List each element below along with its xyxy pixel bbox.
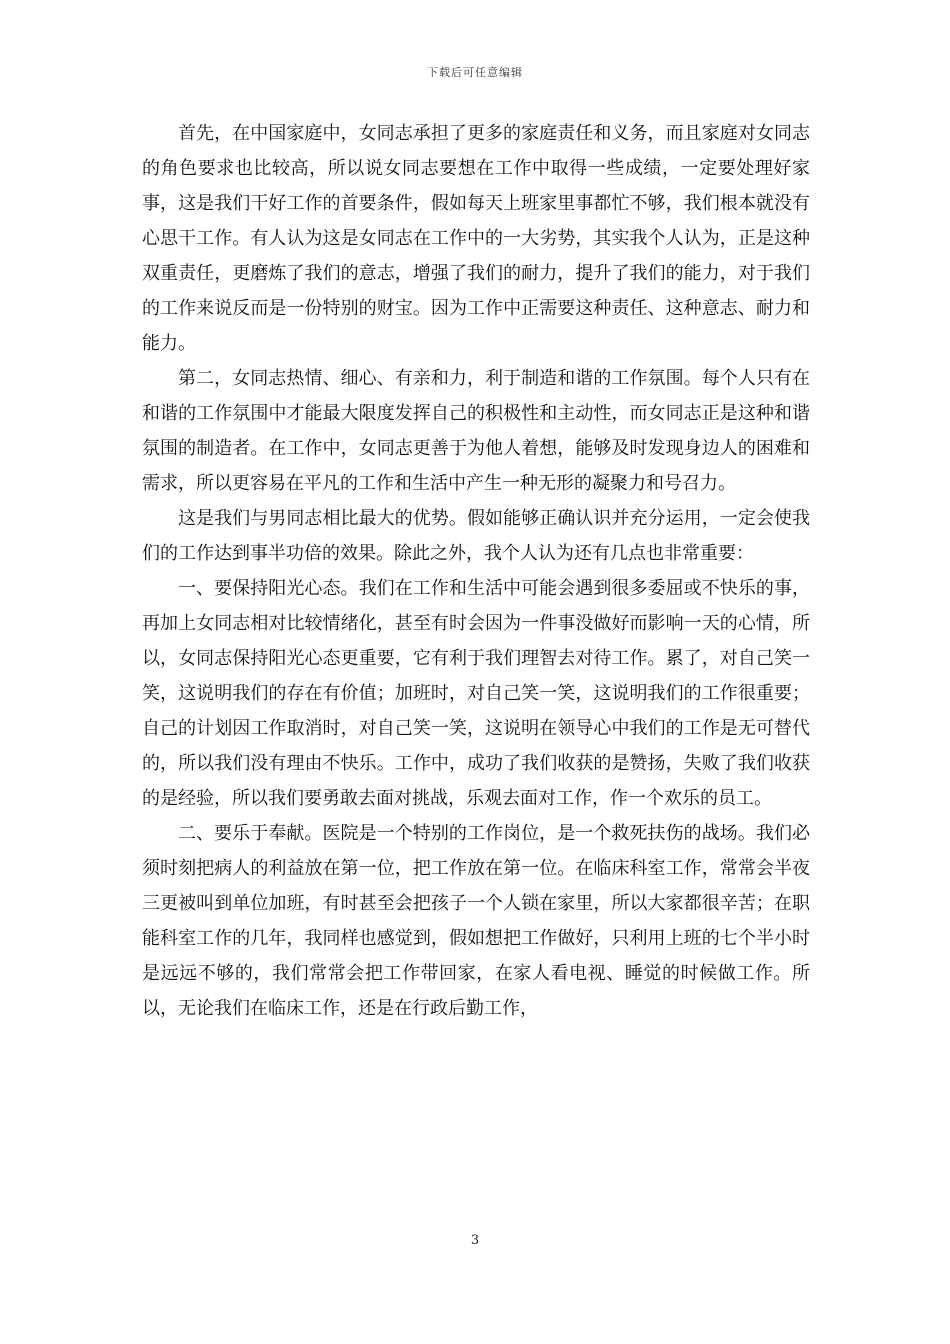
page-number: 3 bbox=[470, 1233, 480, 1248]
paragraph-family-responsibility: 首先，在中国家庭中，女同志承担了更多的家庭责任和义务，而且家庭对女同志的角色要求也比较高，所以说女同志要想在工作中取得一些成绩，一定要处理好家事，这是我们干好工作的首要条件，假如每天上班家里事都忙不够，我们根本就没有心思干工作。有人认为这是女同志在工作中的一大劣势，其实我个人认为，正是这种双重责任，更磨炼了我们的意志，增强了我们的耐力，提升了我们的能力，对于我们的工作来说反而是一份特别的财宝。因为工作中正需要这种责任、这种意志、耐力和能力。 bbox=[142, 123, 810, 354]
page-header: 下载后可任意编辑 bbox=[427, 66, 523, 79]
paragraph-harmonious-atmosphere: 第二，女同志热情、细心、有亲和力，利于制造和谐的工作氛围。每个人只有在和谐的工作氛围中才能最大限度发挥自己的积极性和主动性，而女同志正是这种和谐氛围的制造者。在工作中，女同志更善于为他人着想，能够及时发现身边人的困难和需求，所以更容易在平凡的工作和生活中产生一种无形的凝聚力和号召力。 bbox=[142, 368, 810, 494]
paragraph-advantage: 这是我们与男同志相比最大的优势。假如能够正确认识并充分运用，一定会使我们的工作达到事半功倍的效果。除此之外，我个人认为还有几点也非常重要： bbox=[142, 508, 810, 564]
paragraph-dedication: 二、要乐于奉献。医院是一个特别的工作岗位，是一个救死扶伤的战场。我们必须时刻把病人的利益放在第一位，把工作放在第一位。在临床科室工作，常常会半夜三更被叫到单位加班，有时甚至会把孩子一个人锁在家里，所以大家都很辛苦；在职能科室工作的几年，我同样也感觉到，假如想把工作做好，只利用上班的七个半小时是远远不够的，我们常常会把工作带回家，在家人看电视、睡觉的时候做工作。所以，无论我们在临床工作，还是在行政后勤工作， bbox=[142, 823, 810, 1019]
paragraph-sunny-attitude: 一、要保持阳光心态。我们在工作和生活中可能会遇到很多委屈或不快乐的事，再加上女同志相对比较情绪化，甚至有时会因为一件事没做好而影响一天的心情，所以，女同志保持阳光心态更重要，它有利于我们理智去对待工作。累了，对自己笑一笑，这说明我们的存在有价值；加班时，对自己笑一笑，这说明我们的工作很重要；自己的计划因工作取消时，对自己笑一笑，这说明在领导心中我们的工作是无可替代的，所以我们没有理由不快乐。工作中，成功了我们收获的是赞扬，失败了我们收获的是经验，所以我们要勇敢去面对挑战，乐观去面对工作，作一个欢乐的员工。 bbox=[142, 578, 810, 809]
document-body bbox=[142, 116, 810, 1026]
